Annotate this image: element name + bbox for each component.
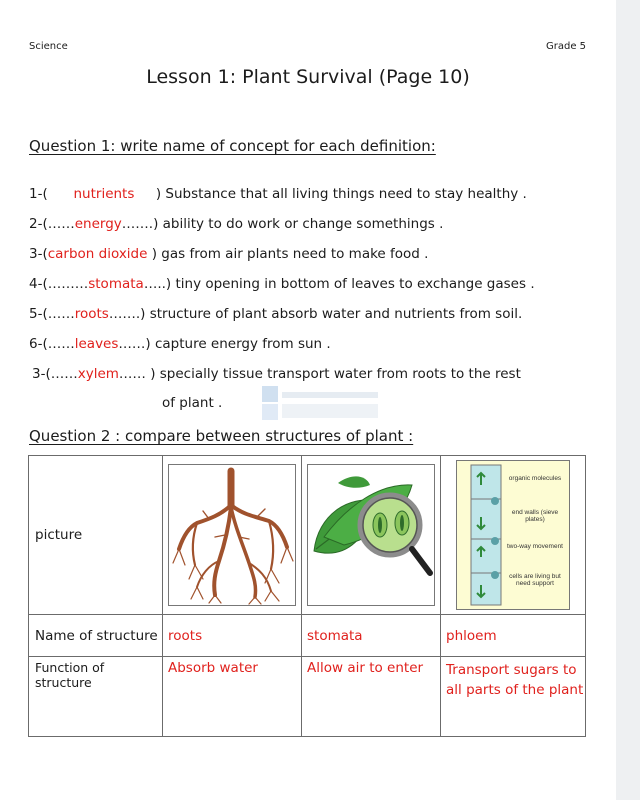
definition-text: ) gas from air plants need to make food . [151, 246, 429, 262]
definition-line [29, 216, 443, 232]
definition-prefix: 4-(……… [29, 276, 89, 292]
definition-answer: roots [74, 306, 109, 322]
question1-heading: Question 1: write name of concept for each definition: [29, 137, 436, 155]
phloem-label-living: cells are living but need support [509, 573, 561, 587]
phloem-label-end-walls: end walls (sieve plates) [511, 509, 559, 523]
definition-answer: stomata [88, 276, 144, 292]
definition-prefix: 6-(…… [29, 336, 75, 352]
row-label-function: Function of structure [29, 657, 163, 737]
definition-answer: xylem [77, 366, 119, 382]
name-cell-roots: roots [163, 615, 302, 657]
watermark-logo [262, 378, 382, 426]
question1-continuation: of plant . [162, 395, 223, 411]
grade-label: Grade 5 [546, 41, 587, 52]
row-label-name: Name of structure [29, 615, 163, 657]
roots-illustration-icon [168, 464, 296, 606]
table-row-function [29, 657, 586, 737]
name-cell-stomata: stomata [302, 615, 441, 657]
definition-text: ) ability to do work or change somethings . [153, 216, 444, 232]
definition-answer-padding: …… [118, 366, 151, 382]
definition-prefix: 2-(…… [29, 216, 75, 232]
definition-answer-padding [134, 186, 155, 202]
row-label-picture: picture [29, 456, 163, 615]
definition-answer: nutrients [73, 186, 135, 202]
function-cell-stomata: Allow air to enter [302, 657, 441, 737]
leaf-magnifier-stomata-illustration-icon [307, 464, 435, 606]
definition-line [29, 276, 535, 292]
function-cell-roots: Absorb water [163, 657, 302, 737]
definition-text: ) structure of plant absorb water and nutrients from soil. [140, 306, 523, 322]
definition-answer: leaves [74, 336, 119, 352]
definition-line [29, 306, 522, 322]
comparison-table [28, 455, 586, 737]
phloem-label-two-way: two-way movement [507, 543, 563, 550]
definition-prefix: 3-(…… [32, 366, 78, 382]
lesson-title: Lesson 1: Plant Survival (Page 10) [146, 66, 470, 88]
definition-prefix: 5-(…… [29, 306, 75, 322]
picture-cell-stomata [302, 456, 441, 615]
definition-answer: energy [74, 216, 122, 232]
subject-label: Science [29, 41, 68, 52]
picture-cell-roots [163, 456, 302, 615]
definition-prefix: 3-( [29, 246, 48, 262]
definition-answer-padding: …… [118, 336, 146, 352]
definition-answer-padding: ……. [108, 306, 141, 322]
definition-line [29, 336, 331, 352]
definition-answer-padding: ….. [143, 276, 166, 292]
definition-line [29, 186, 527, 202]
name-cell-phloem: phloem [441, 615, 586, 657]
definition-text: ) capture energy from sun . [145, 336, 331, 352]
table-row-name [29, 615, 586, 657]
function-cell-phloem: Transport sugars to all parts of the plant [441, 657, 586, 737]
phloem-label-organic: organic molecules [508, 475, 562, 482]
question2-heading: Question 2 : compare between structures of plant : [29, 427, 414, 445]
table-row-picture [29, 456, 586, 615]
definition-prefix: 1-( [29, 186, 74, 202]
picture-cell-phloem [441, 456, 586, 615]
definition-answer-padding: ……. [121, 216, 154, 232]
definition-answer: carbon dioxide [47, 246, 148, 262]
definition-line [29, 246, 428, 262]
definition-text: ) tiny opening in bottom of leaves to exchange gases . [165, 276, 535, 292]
phloem-diagram-icon [456, 460, 570, 610]
definition-text: ) specially tissue transport water from roots to the rest [150, 366, 521, 382]
definition-text: ) Substance that all living things need to stay healthy . [155, 186, 527, 202]
